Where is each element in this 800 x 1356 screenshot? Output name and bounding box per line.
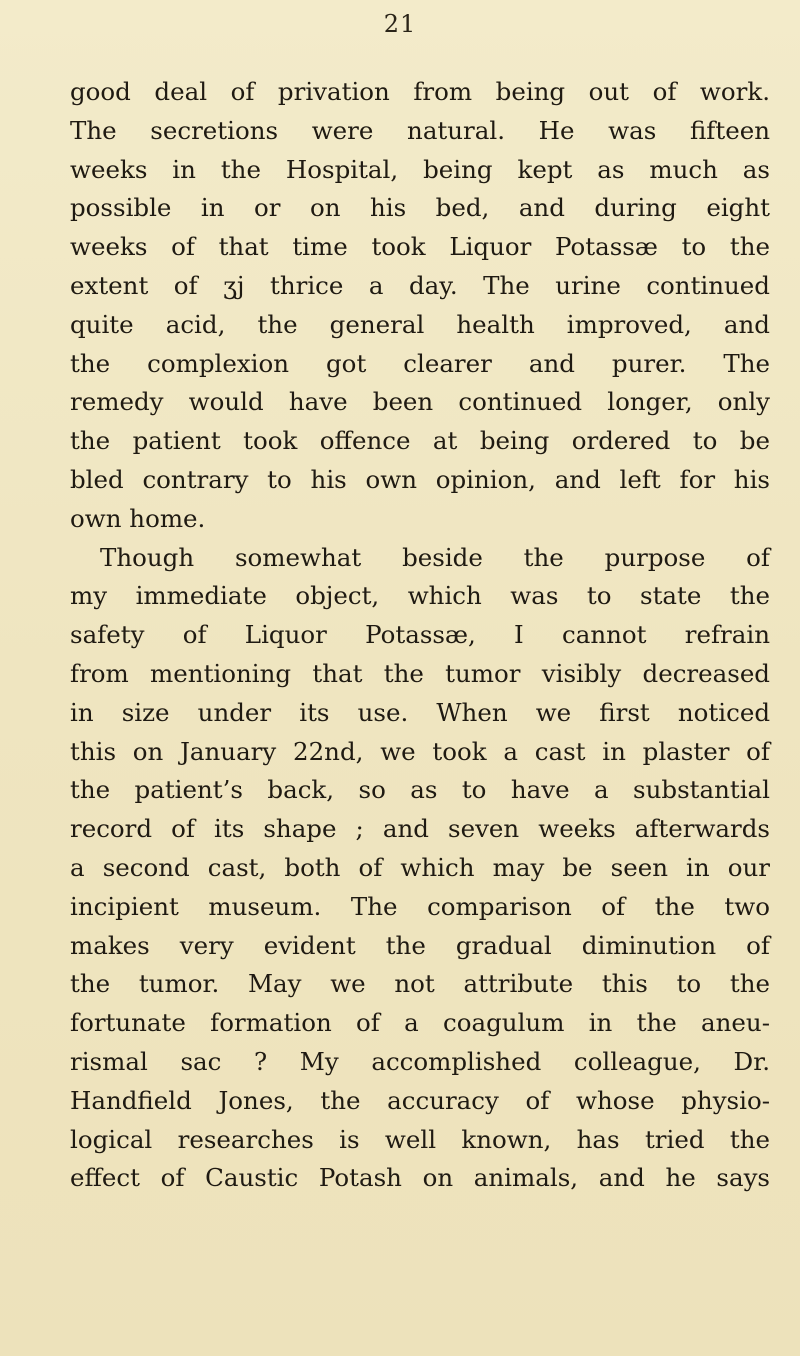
page-number: 21 bbox=[383, 10, 417, 38]
text-line: fortunate formation of a coagulum in the aneu- bbox=[70, 1008, 770, 1038]
text-line: weeks of that time took Liquor Potassæ to the bbox=[70, 232, 770, 262]
text-line: logical researches is well known, has tried the bbox=[70, 1124, 770, 1154]
text-line: from mentioning that the tumor visibly decreased bbox=[70, 658, 770, 688]
text-line: remedy would have been continued longer, only bbox=[70, 387, 770, 417]
text-line: incipient museum. The comparison of the two bbox=[70, 891, 770, 921]
text-line: own home. bbox=[70, 503, 206, 533]
text-line: the patient’s back, so as to have a substantial bbox=[70, 775, 770, 805]
text-line: bled contrary to his own opinion, and left for his bbox=[70, 464, 770, 494]
text-line: my immediate object, which was to state the bbox=[70, 581, 770, 611]
text-line: extent of ʒj thrice a day. The urine continued bbox=[70, 270, 770, 300]
text-line: makes very evident the gradual diminution of bbox=[70, 930, 770, 960]
text-line: rismal sac ? My accomplished colleague, Dr. bbox=[70, 1046, 770, 1076]
text-line: Handfield Jones, the accuracy of whose physio- bbox=[70, 1085, 770, 1115]
text-line: safety of Liquor Potassæ, I cannot refrain bbox=[70, 620, 770, 650]
text-line: the patient took offence at being ordered to be bbox=[70, 426, 770, 456]
text-line: in size under its use. When we first noticed bbox=[70, 697, 770, 727]
text-line: The secretions were natural. He was fifteen bbox=[70, 115, 770, 145]
text-line: this on January 22nd, we took a cast in plaster of bbox=[70, 736, 770, 766]
text-line: quite acid, the general health improved, and bbox=[70, 309, 770, 339]
text-line: the complexion got clearer and purer. The bbox=[70, 348, 770, 378]
body-text bbox=[70, 73, 770, 1198]
text-line: Though somewhat beside the purpose of bbox=[100, 542, 770, 572]
text-line: good deal of privation from being out of work. bbox=[70, 77, 770, 106]
text-line: effect of Caustic Potash on animals, and he says bbox=[70, 1163, 770, 1193]
text-line: weeks in the Hospital, being kept as much as bbox=[70, 154, 770, 184]
text-line: record of its shape ; and seven weeks afterwards bbox=[70, 814, 770, 844]
text-line: possible in or on his bed, and during eight bbox=[70, 193, 770, 223]
text-line: the tumor. May we not attribute this to the bbox=[70, 969, 770, 999]
text-line: a second cast, both of which may be seen in our bbox=[70, 852, 770, 882]
